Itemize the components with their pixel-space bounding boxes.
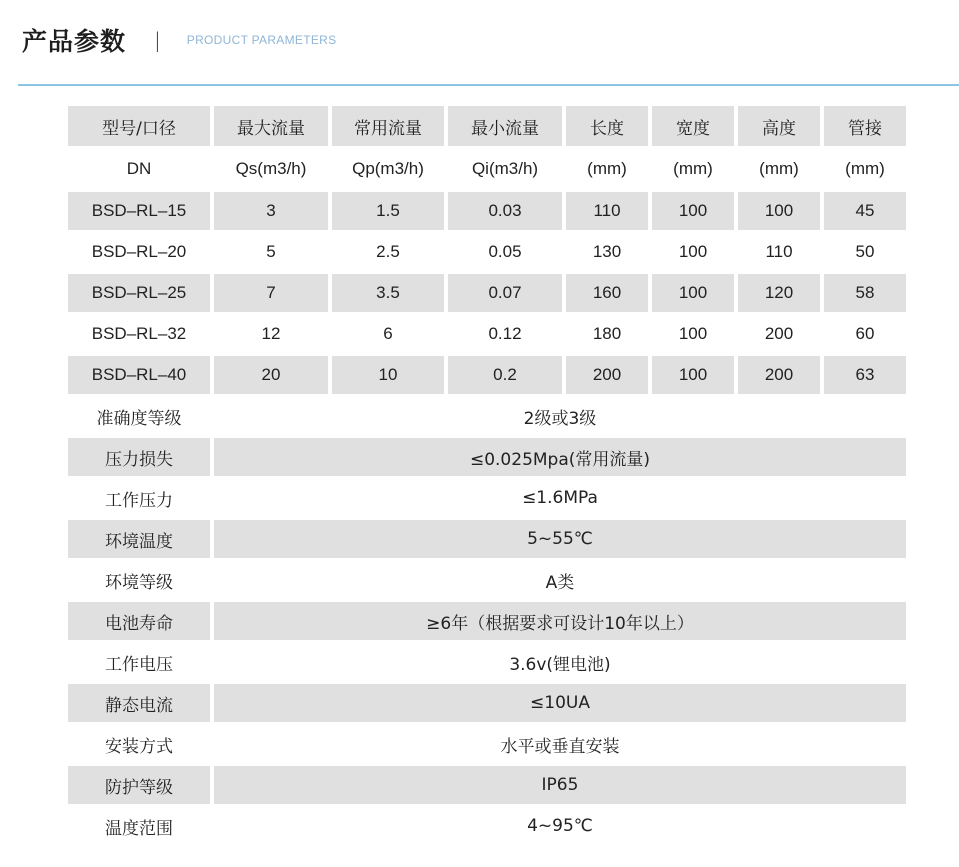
value-cell: 2.5 [376,242,400,261]
spec-label: 工作压力 [105,490,173,511]
value-cell: 200 [764,324,794,343]
page-title: 产品参数 [22,27,127,56]
value-cell: 110 [566,192,648,230]
model-cell: BSD–RL–20 [91,242,187,261]
unit-cell: Qi(m3/h) [471,159,539,178]
model-cell: BSD–RL–40 [68,356,210,394]
value-cell: 120 [738,274,820,312]
model-cell: BSD–RL–15 [68,192,210,230]
spec-row [68,520,906,558]
value-cell: 63 [824,356,906,394]
value-cell: 100 [652,274,734,312]
spec-value: 3.6v(锂电池) [509,654,611,675]
spec-row [68,640,906,684]
header-cell: 管接 [824,106,906,146]
table-row [68,356,906,394]
header-cell: 宽度 [652,106,734,146]
header-cell: 最小流量 [448,106,562,146]
header-cell: 最大流量 [214,106,328,146]
value-cell: 1.5 [332,192,444,230]
spec-row [68,766,906,804]
model-cell: BSD–RL–25 [68,274,210,312]
value-cell: 100 [678,242,708,261]
spec-value: 5~55℃ [214,520,906,558]
value-cell: 0.2 [448,356,562,394]
unit-cell: (mm) [587,159,627,178]
value-cell: 100 [652,192,734,230]
value-cell: 3 [214,192,328,230]
spec-label: 温度范围 [105,818,173,839]
value-cell: 5 [266,242,276,261]
value-cell: 10 [332,356,444,394]
value-cell: 58 [824,274,906,312]
unit-cell: Qp(m3/h) [352,159,424,178]
value-cell: 12 [261,324,281,343]
table-header-row [68,106,906,146]
spec-row [68,684,906,722]
spec-label: 静态电流 [68,684,210,722]
value-cell: 0.05 [488,242,522,261]
header-divider [18,84,959,86]
value-cell: 100 [652,356,734,394]
spec-value: 4~95℃ [527,816,593,836]
value-cell: 20 [214,356,328,394]
spec-row [68,602,906,640]
spec-value: 水平或垂直安装 [500,736,620,757]
spec-row [68,394,906,438]
unit-cell: (mm) [845,159,885,178]
spec-row [68,476,906,520]
value-cell: 60 [855,324,875,343]
value-cell: 200 [566,356,648,394]
spec-value: ≤10UA [214,684,906,722]
spec-value: ≥6年（根据要求可设计10年以上） [214,602,906,640]
header-cell: 高度 [738,106,820,146]
spec-value: 2级或3级 [523,408,597,429]
table-row [68,274,906,312]
value-cell: 0.07 [448,274,562,312]
value-cell: 7 [214,274,328,312]
unit-cell: (mm) [673,159,713,178]
spec-label: 电池寿命 [68,602,210,640]
spec-value: IP65 [214,766,906,804]
header-cell: 型号/口径 [68,106,210,146]
value-cell: 3.5 [332,274,444,312]
unit-cell: Qs(m3/h) [235,159,307,178]
spec-label: 环境温度 [68,520,210,558]
spec-row [68,558,906,602]
page-subtitle: PRODUCT PARAMETERS [186,33,337,47]
spec-value: ≤1.6MPa [522,488,598,508]
unit-cell: DN [126,159,152,178]
spec-row [68,438,906,476]
header-cell: 常用流量 [332,106,444,146]
model-cell: BSD–RL–32 [91,324,187,343]
spec-value: A类 [545,572,575,593]
spec-label: 压力损失 [68,438,210,476]
spec-label: 防护等级 [68,766,210,804]
value-cell: 180 [592,324,622,343]
value-cell: 50 [855,242,875,261]
spec-row [68,722,906,766]
spec-label: 安装方式 [105,736,173,757]
table-unit-row [68,146,906,192]
value-cell: 110 [765,242,793,261]
table-row [68,192,906,230]
spec-label: 工作电压 [105,654,173,675]
table-row [68,230,906,274]
header-cell: 长度 [566,106,648,146]
value-cell: 130 [592,242,622,261]
section-header [22,18,336,62]
value-cell: 6 [383,324,393,343]
value-cell: 0.12 [488,324,522,343]
value-cell: 100 [678,324,708,343]
spec-label: 环境等级 [105,572,173,593]
spec-label: 准确度等级 [96,408,182,429]
title-separator: | [154,28,161,52]
product-parameters-table [64,106,910,848]
value-cell: 160 [566,274,648,312]
table-row [68,312,906,356]
spec-row [68,804,906,848]
value-cell: 0.03 [448,192,562,230]
value-cell: 45 [824,192,906,230]
value-cell: 200 [738,356,820,394]
spec-value: ≤0.025Mpa(常用流量) [214,438,906,476]
value-cell: 100 [738,192,820,230]
unit-cell: (mm) [759,159,799,178]
